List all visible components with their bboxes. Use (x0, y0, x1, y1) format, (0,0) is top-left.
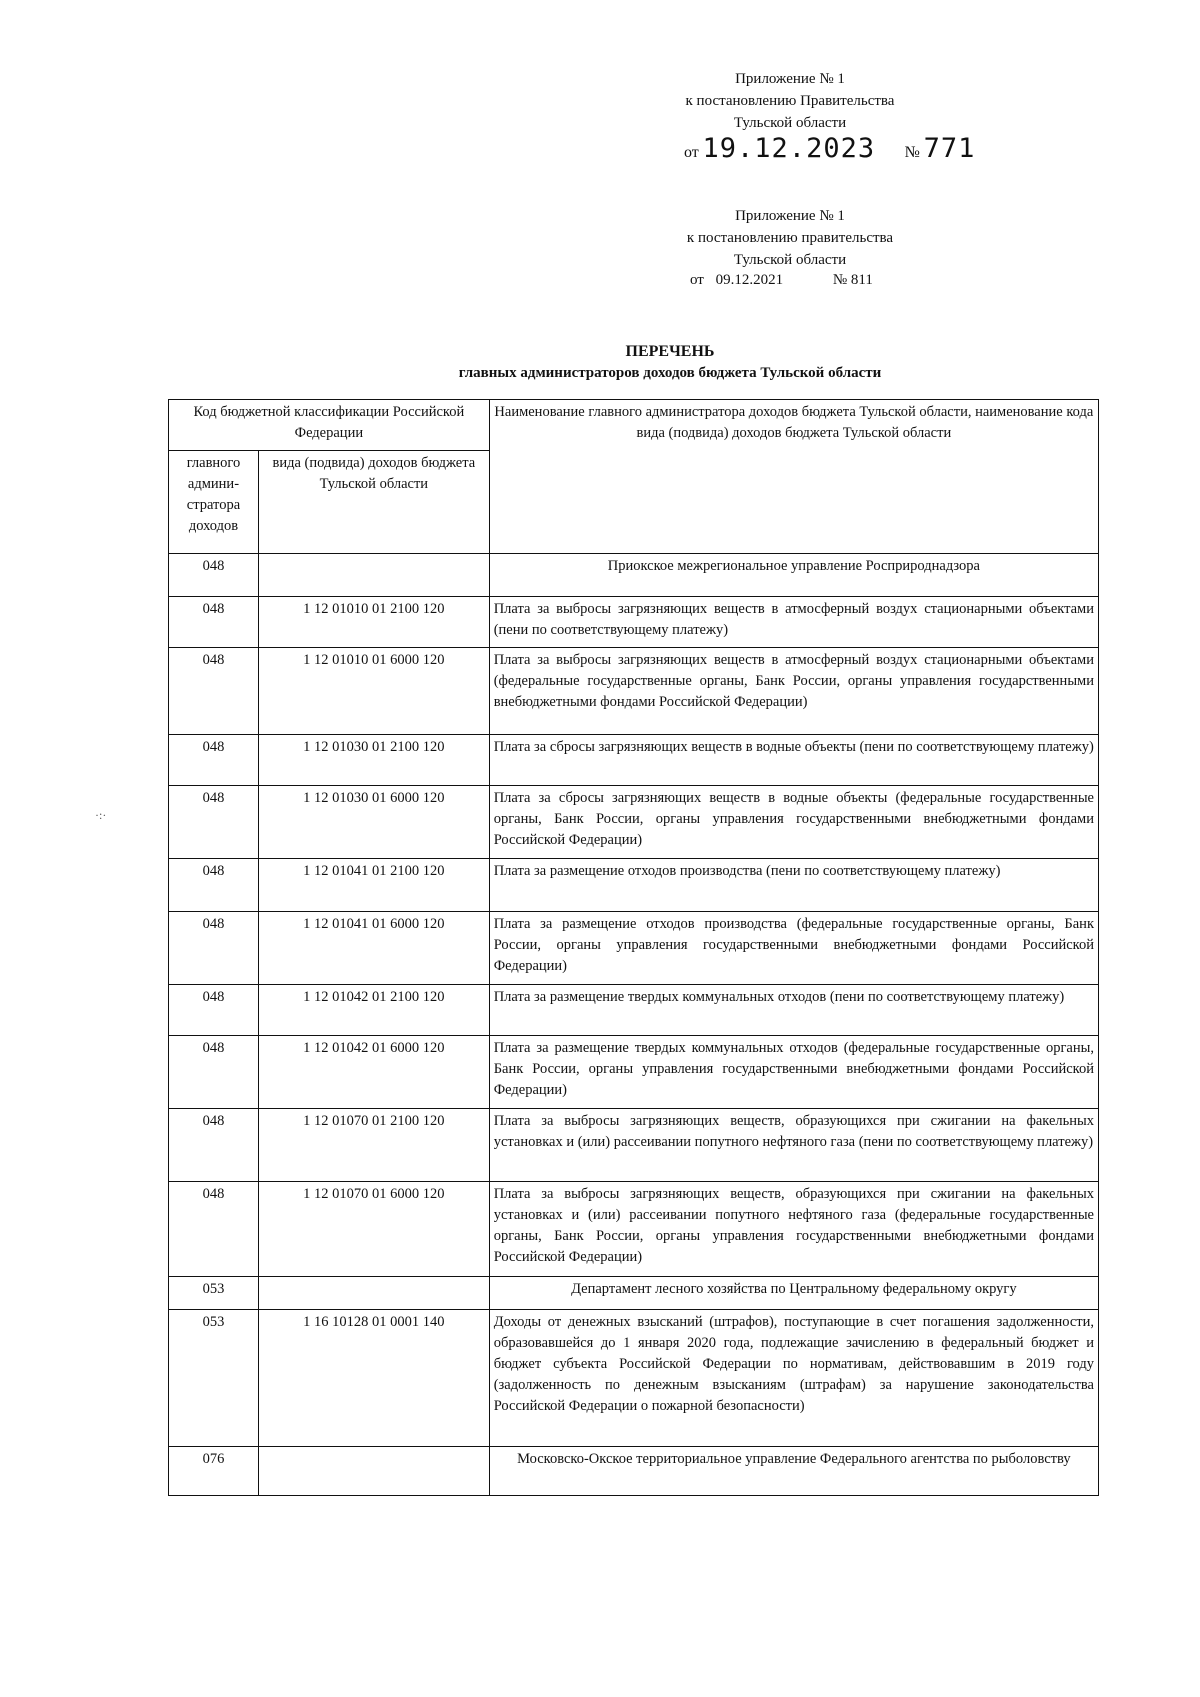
resolution-label: к постановлению Правительства (685, 93, 895, 109)
appendix-label: Приложение № 1 (735, 71, 845, 87)
income-code-cell: 1 12 01042 01 2100 120 (258, 985, 489, 1036)
table-row (169, 786, 1099, 859)
table-header-row (169, 400, 1099, 451)
table-row (169, 597, 1099, 648)
income-code-cell (258, 1447, 489, 1496)
table-row (169, 1182, 1099, 1277)
appendix-header-original (620, 205, 960, 271)
table-row (169, 1310, 1099, 1447)
income-code-cell (258, 1277, 489, 1310)
admin-code-cell: 053 (169, 1310, 259, 1447)
appendix-label: Приложение № 1 (735, 208, 845, 224)
income-code-cell: 1 12 01041 01 6000 120 (258, 912, 489, 985)
income-code-cell: 1 12 01070 01 6000 120 (258, 1182, 489, 1277)
table-row (169, 912, 1099, 985)
table-row (169, 1277, 1099, 1310)
admin-code-cell: 048 (169, 1109, 259, 1182)
admin-code-cell: 048 (169, 597, 259, 648)
resolution-date: 19.12.2023 (702, 133, 876, 164)
table-row (169, 859, 1099, 912)
table-body (169, 554, 1099, 1496)
income-name-cell: Доходы от денежных взысканий (штрафов), поступающие в счет погашения задолженности, образовавшейся до 1 января 2020 года, подлежащие зачислению в федеральный бюджет и бюджет субъекта Российской Федерации по нормативам, действовавшим в 2019 году (задолженность по денежным взысканиям (штрафам) за нарушение законодательства Российской Федерации о пожарной безопасности) (489, 1310, 1098, 1447)
original-date: 09.12.2021 (715, 272, 784, 288)
income-code-cell: 1 12 01010 01 2100 120 (258, 597, 489, 648)
date-prefix: от (684, 144, 699, 161)
resolution-date-line (684, 133, 975, 164)
document-title: ПЕРЕЧЕНЬ (625, 343, 715, 360)
income-name-cell: Плата за сбросы загрязняющих веществ в водные объекты (федеральные государственные органы, Банк России, органы управления государственными внебюджетными фондами Российской Федерации) (489, 786, 1098, 859)
header-type: вида (подвида) доходов бюджета Тульской области (258, 451, 489, 554)
resolution-label: к постановлению правительства (686, 230, 894, 246)
region-label: Тульской области (733, 115, 847, 131)
income-name-cell: Плата за выбросы загрязняющих веществ в атмосферный воздух стационарными объектами (пени по соответствующему платежу) (489, 597, 1098, 648)
income-code-cell: 1 12 01010 01 6000 120 (258, 648, 489, 735)
appendix-header-current (620, 68, 960, 134)
table-row (169, 1109, 1099, 1182)
table-row (169, 985, 1099, 1036)
income-code-cell (258, 554, 489, 597)
original-date-line (690, 272, 881, 289)
income-name-cell: Плата за выбросы загрязняющих веществ, образующихся при сжигании на факельных установках и (или) рассеивании попутного нефтяного газа (федеральные государственные органы, Банк России, органы управления государственными внебюджетными фондами Российской Федерации) (489, 1182, 1098, 1277)
income-name-cell: Плата за сбросы загрязняющих веществ в водные объекты (пени по соответствующему платежу) (489, 735, 1098, 786)
admin-code-cell: 048 (169, 735, 259, 786)
admin-code-cell: 048 (169, 912, 259, 985)
administrator-name-cell: Департамент лесного хозяйства по Центральному федеральному округу (489, 1277, 1098, 1310)
income-code-cell: 1 16 10128 01 0001 140 (258, 1310, 489, 1447)
admin-code-cell: 053 (169, 1277, 259, 1310)
income-code-cell: 1 12 01041 01 2100 120 (258, 859, 489, 912)
header-kbk: Код бюджетной классификации Российской Федерации (169, 400, 490, 451)
table-row (169, 648, 1099, 735)
table-row (169, 554, 1099, 597)
region-label: Тульской области (733, 252, 847, 268)
admin-code-cell: 048 (169, 554, 259, 597)
administrators-table (168, 399, 1099, 1496)
administrator-name-cell: Московско-Окское территориальное управление Федерального агентства по рыболовству (489, 1447, 1098, 1496)
income-code-cell: 1 12 01030 01 2100 120 (258, 735, 489, 786)
income-name-cell: Плата за размещение твердых коммунальных отходов (пени по соответствующему платежу) (489, 985, 1098, 1036)
administrator-name-cell: Приокское межрегиональное управление Росприроднадзора (489, 554, 1098, 597)
income-code-cell: 1 12 01042 01 6000 120 (258, 1036, 489, 1109)
document-subtitle: главных администраторов доходов бюджета Тульской области (458, 365, 882, 381)
admin-code-cell: 076 (169, 1447, 259, 1496)
original-number: № 811 (832, 272, 873, 288)
admin-code-cell: 048 (169, 985, 259, 1036)
table-row (169, 1447, 1099, 1496)
admin-code-cell: 048 (169, 1036, 259, 1109)
date-prefix: от (690, 272, 704, 288)
admin-code-cell: 048 (169, 859, 259, 912)
income-name-cell: Плата за размещение твердых коммунальных отходов (федеральные государственные органы, Банк России, органы управления государственными внебюджетными фондами Российской Федерации) (489, 1036, 1098, 1109)
income-name-cell: Плата за выбросы загрязняющих веществ в атмосферный воздух стационарными объектами (федеральные государственные органы, Банк России, органы управления государственными внебюджетными фондами Российской Федерации) (489, 648, 1098, 735)
table-row (169, 735, 1099, 786)
income-code-cell: 1 12 01030 01 6000 120 (258, 786, 489, 859)
income-code-cell: 1 12 01070 01 2100 120 (258, 1109, 489, 1182)
income-name-cell: Плата за размещение отходов производства (пени по соответствующему платежу) (489, 859, 1098, 912)
admin-code-cell: 048 (169, 1182, 259, 1277)
header-name: Наименование главного администратора доходов бюджета Тульской области, наименование кода вида (подвида) доходов бюджета Тульской области (489, 400, 1098, 554)
number-prefix: № (904, 144, 920, 161)
income-name-cell: Плата за выбросы загрязняющих веществ, образующихся при сжигании на факельных установках и (или) рассеивании попутного нефтяного газа (пени по соответствующему платежу) (489, 1109, 1098, 1182)
header-admin: главного админи-стратора доходов (169, 451, 259, 554)
admin-code-cell: 048 (169, 648, 259, 735)
table-row (169, 1036, 1099, 1109)
scan-speck: ·:· (95, 808, 107, 822)
income-name-cell: Плата за размещение отходов производства (федеральные государственные органы, Банк России, органы управления государственными внебюджетными фондами Российской Федерации) (489, 912, 1098, 985)
admin-code-cell: 048 (169, 786, 259, 859)
resolution-number: 771 (923, 133, 976, 164)
